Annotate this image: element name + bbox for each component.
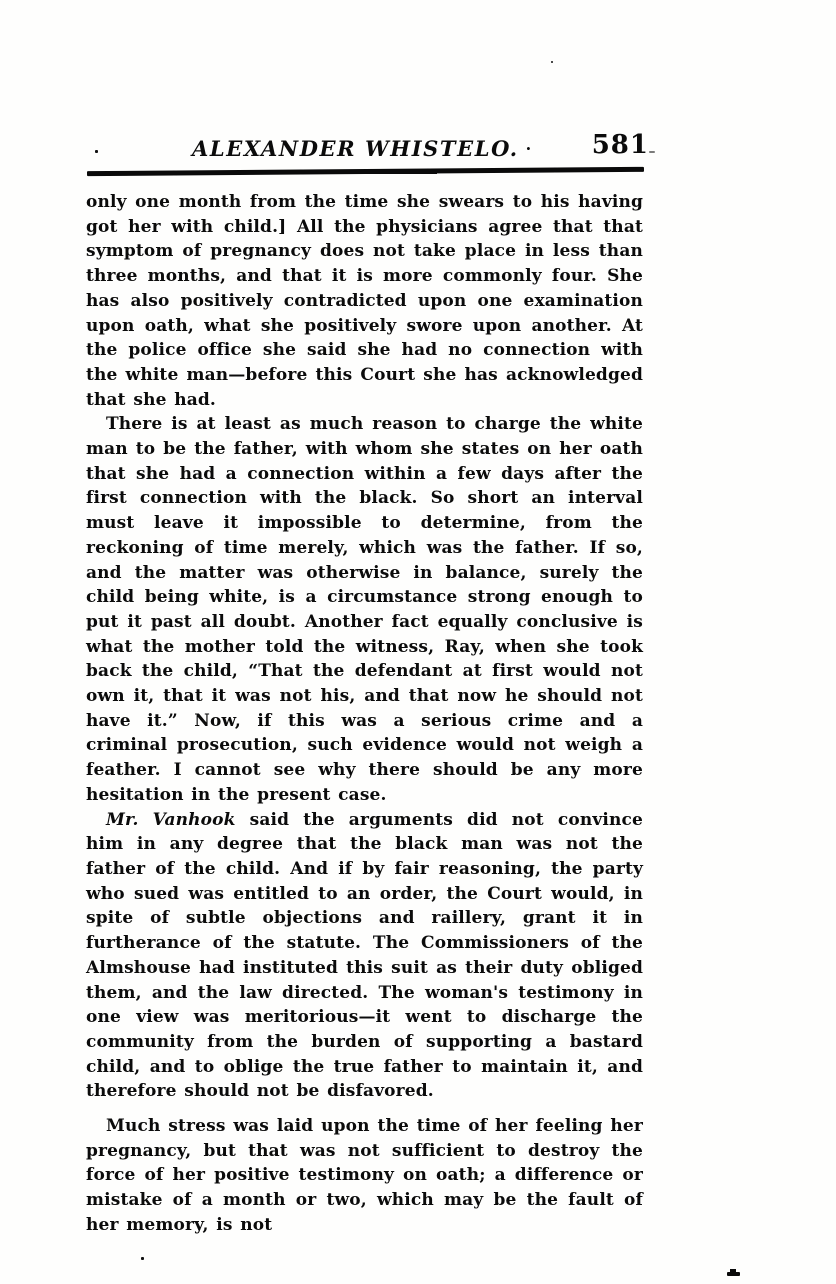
running-title-text: ALEXANDER WHISTELO. [192, 136, 519, 161]
text-run: Much stress was laid upon the time of her feeling her pregnancy, but that was not sufficient to destroy the force of her positive testimony on oath; a difference or mistake of a month or two, which may be the fault of her memory, is not [86, 1116, 643, 1235]
paragraph [86, 412, 643, 807]
text-run: said the arguments did not convince him in any degree that the black man was not the father of the child. And if by fair reasoning, the party who sued was entitled to an order, the Court would, in spite of subtle objections and raillery, grant it in furtherance of the statute. The Commissioners of the Almshouse had instituted this suit as their duty obliged them, and the law directed. The woman's testimony in one view was meritorious—it went to discharge the community from the burden of supporting a bastard child, and to oblige the true father to maintain it, and therefore should not be disfavored. [86, 809, 643, 1102]
ink-speck [95, 150, 98, 153]
ink-speck [649, 151, 655, 153]
page-number: 581 [591, 130, 649, 160]
paragraph [86, 190, 643, 412]
running-title [192, 136, 533, 161]
paragraph [86, 808, 643, 1104]
paragraph [86, 1114, 643, 1238]
ink-blot [727, 1272, 740, 1276]
page-header [86, 130, 649, 166]
italic-run: Mr. Vanhook [106, 809, 236, 830]
text-run: There is at least as much reason to charge the white man to be the father, with whom she states on her oath that she had a connection within a few days after the first connection with the black. So short an interval must leave it impossible to determine, from the reckoning of time merely, which was the father. If so, and the matter was otherwise in balance, surely the child being white, is a circumstance strong enough to put it past all doubt. Another fact equally conclusive is what the mother told the witness, Ray, when she took back the child, “That the defendant at first would not own it, that it was not his, and that now he should not have it.” Now, if this was a serious crime and a criminal prosecution, such evidence would not weigh a feather. I cannot see why there should be any more hesitation in the present case. [86, 414, 643, 805]
ink-speck [551, 61, 553, 63]
title-dot: · [525, 139, 533, 158]
header-rule-shadow [87, 172, 437, 174]
text-run: only one month from the time she swears to his having got her with child.] All the physicians agree that that symptom of pregnancy does not take place in less than three months, and that it is more commonly four. She has also positively contradicted upon one examination upon oath, what she positively swore upon another. At the police office she said she had no connection with the white man—before this Court she has acknowledged that she had. [86, 192, 643, 410]
page-body [86, 190, 643, 1238]
ink-speck [141, 1257, 144, 1260]
